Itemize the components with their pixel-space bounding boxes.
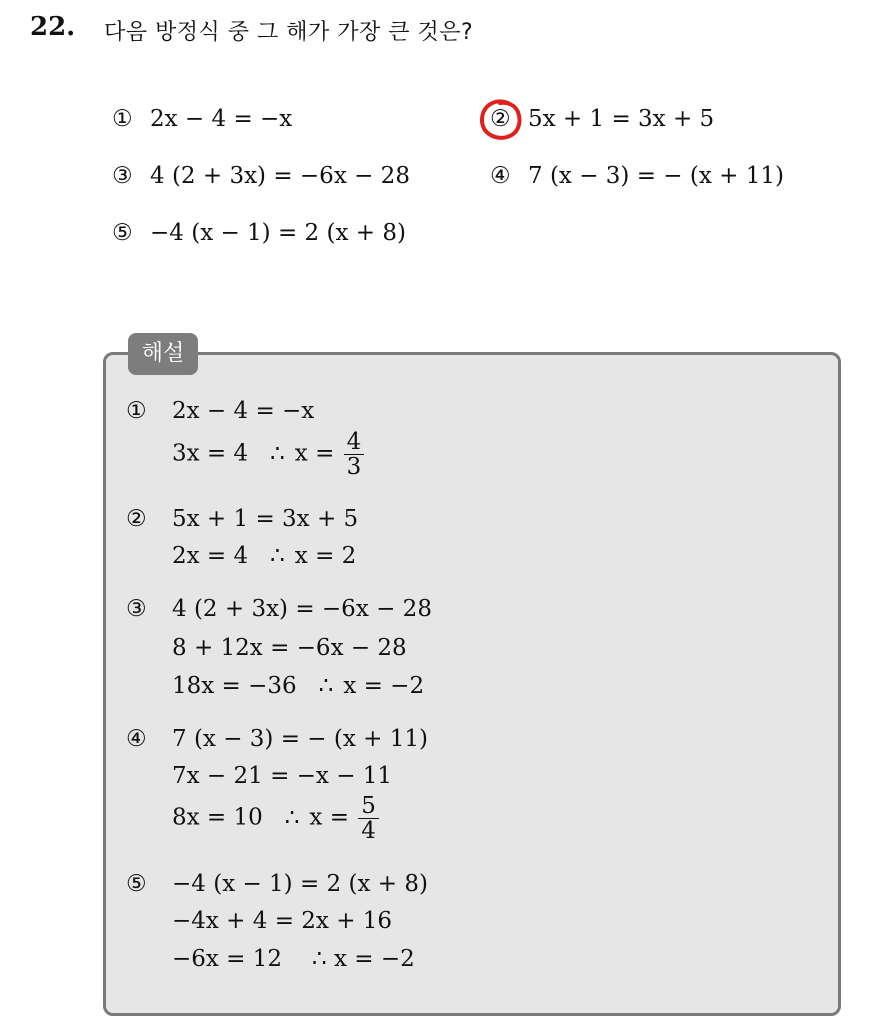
choice-mark: ① bbox=[112, 106, 133, 132]
fraction-numerator: 4 bbox=[344, 430, 365, 455]
solution-answer: x = −2 bbox=[343, 673, 425, 699]
fraction-denominator: 3 bbox=[346, 454, 362, 481]
choice-mark: ⑤ bbox=[112, 220, 133, 246]
solution-step: −6x = 12 bbox=[172, 946, 283, 972]
solution-answer: x = bbox=[309, 804, 349, 831]
solution-1-mark: ① bbox=[126, 398, 147, 424]
choice-equation: 7 (x − 3) = − (x + 11) bbox=[528, 163, 784, 189]
choice-equation: −4 (x − 1) = 2 (x + 8) bbox=[150, 220, 406, 246]
therefore-symbol: ∴ bbox=[318, 673, 334, 699]
solution-step: 3x = 4 bbox=[172, 440, 249, 467]
selected-answer-circle-icon bbox=[478, 97, 524, 143]
choice-1[interactable] bbox=[112, 106, 292, 132]
solution-answer: x = 2 bbox=[294, 543, 357, 569]
solution-2-line-2 bbox=[172, 543, 356, 569]
solution-3-mark: ③ bbox=[126, 596, 147, 622]
solution-answer: ∴ x = −2 bbox=[312, 946, 415, 972]
choice-5[interactable] bbox=[112, 220, 406, 246]
choice-mark: ④ bbox=[490, 163, 511, 189]
solution-5-line-1: −4 (x − 1) = 2 (x + 8) bbox=[172, 871, 428, 897]
solution-3-line-1: 4 (2 + 3x) = −6x − 28 bbox=[172, 596, 432, 622]
solution-5-line-3 bbox=[172, 946, 415, 972]
solution-4-line-1: 7 (x − 3) = − (x + 11) bbox=[172, 726, 428, 752]
choice-3[interactable] bbox=[112, 163, 410, 189]
therefore-symbol: ∴ bbox=[270, 543, 285, 569]
choice-mark: ③ bbox=[112, 163, 133, 189]
solution-4-mark: ④ bbox=[126, 726, 147, 752]
therefore-symbol: ∴ bbox=[270, 440, 285, 467]
solution-5-mark: ⑤ bbox=[126, 871, 147, 897]
solution-2-mark: ② bbox=[126, 506, 147, 532]
choice-equation: 5x + 1 = 3x + 5 bbox=[528, 106, 715, 132]
solution-3-line-3 bbox=[172, 673, 424, 699]
fraction bbox=[344, 430, 365, 479]
solution-4-line-3 bbox=[172, 794, 379, 843]
solution-1-line-2 bbox=[172, 430, 364, 479]
fraction-numerator: 5 bbox=[358, 794, 379, 819]
explanation-tab: 해설 bbox=[128, 333, 198, 375]
solution-2-line-1: 5x + 1 = 3x + 5 bbox=[172, 506, 359, 532]
choice-mark: ② bbox=[490, 106, 511, 132]
choice-equation: 2x − 4 = −x bbox=[150, 106, 293, 132]
solution-step: 2x = 4 bbox=[172, 543, 249, 569]
solution-answer: x = bbox=[294, 440, 335, 467]
solution-4-line-2: 7x − 21 = −x − 11 bbox=[172, 763, 393, 789]
solution-5-line-2: −4x + 4 = 2x + 16 bbox=[172, 908, 393, 934]
fraction bbox=[358, 794, 379, 843]
question-text: 다음 방정식 중 그 해가 가장 큰 것은? bbox=[104, 20, 474, 45]
therefore-symbol: ∴ bbox=[284, 804, 300, 831]
solution-step: 18x = −36 bbox=[172, 673, 297, 699]
choice-4[interactable] bbox=[490, 163, 784, 189]
fraction-denominator: 4 bbox=[361, 818, 376, 845]
solution-step: 8x = 10 bbox=[172, 804, 263, 831]
solution-1-line-1: 2x − 4 = −x bbox=[172, 398, 315, 424]
solution-3-line-2: 8 + 12x = −6x − 28 bbox=[172, 635, 407, 661]
choice-equation: 4 (2 + 3x) = −6x − 28 bbox=[150, 163, 410, 189]
question-number: 22. bbox=[30, 12, 76, 42]
